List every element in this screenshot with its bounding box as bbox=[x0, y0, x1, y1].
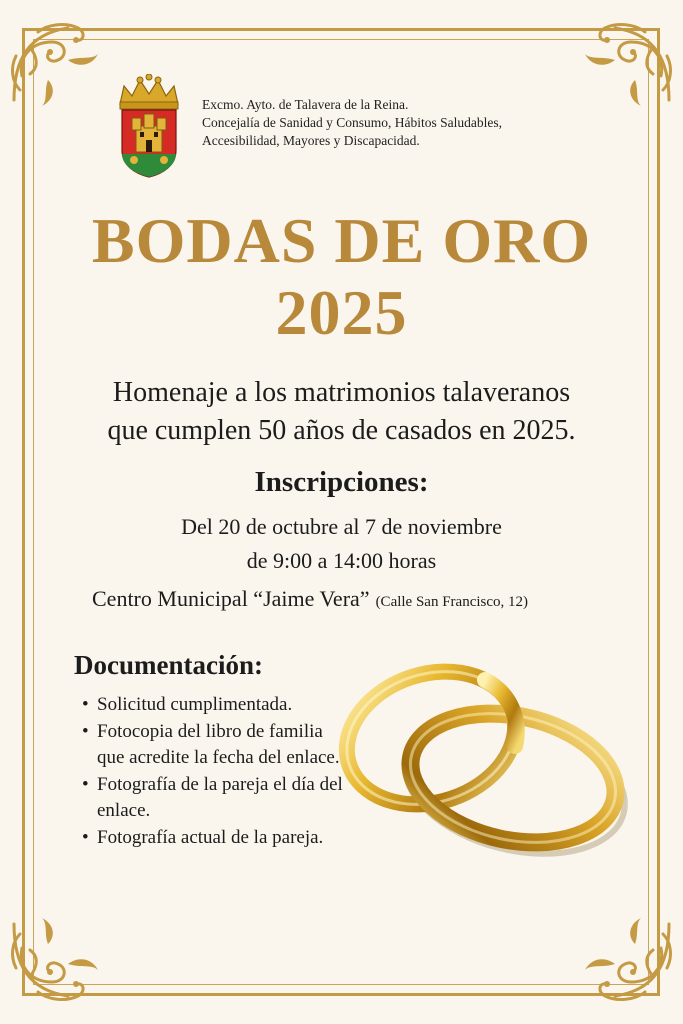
ornamental-corner-icon bbox=[579, 918, 675, 1004]
location-name: Centro Municipal “Jaime Vera” bbox=[92, 586, 370, 611]
coat-of-arms-icon bbox=[110, 74, 188, 178]
documentacion-list bbox=[82, 692, 352, 851]
ornamental-corner-icon bbox=[8, 20, 104, 106]
title-year: 2025 bbox=[275, 277, 408, 348]
documentacion-heading: Documentación: bbox=[74, 650, 263, 680]
list-item: • Fotografía actual de la pareja. bbox=[82, 825, 352, 852]
org-line-2: Concejalía de Sanidad y Consumo, Hábitos Saludables, bbox=[202, 115, 502, 130]
org-line-1: Excmo. Ayto. de Talavera de la Reina. bbox=[202, 97, 409, 112]
inscripciones-location bbox=[92, 586, 528, 612]
homenaje-line-2: que cumplen 50 años de casados en 2025. bbox=[107, 415, 576, 446]
wedding-rings-icon bbox=[335, 650, 635, 860]
ornamental-corner-icon bbox=[8, 918, 104, 1004]
ornamental-corner-icon bbox=[579, 20, 675, 106]
inscripciones-dates: Del 20 de octubre al 7 de noviembre bbox=[181, 514, 502, 539]
list-item: • Fotografía de la pareja el día del enlace. bbox=[82, 772, 352, 825]
list-item: • Fotocopia del libro de familia que acredite la fecha del enlace. bbox=[82, 719, 352, 772]
org-line-3: Accesibilidad, Mayores y Discapacidad. bbox=[202, 133, 420, 148]
location-address: (Calle San Francisco, 12) bbox=[375, 594, 529, 610]
title-line-1: BODAS DE ORO bbox=[91, 205, 592, 276]
list-item: • Solicitud cumplimentada. bbox=[82, 692, 352, 719]
homenaje-text bbox=[0, 374, 683, 450]
inscripciones-hours: de 9:00 a 14:00 horas bbox=[246, 548, 437, 573]
homenaje-line-1: Homenaje a los matrimonios talaveranos bbox=[112, 377, 571, 408]
organization-header bbox=[202, 96, 502, 150]
inscripciones-heading: Inscripciones: bbox=[254, 466, 429, 498]
